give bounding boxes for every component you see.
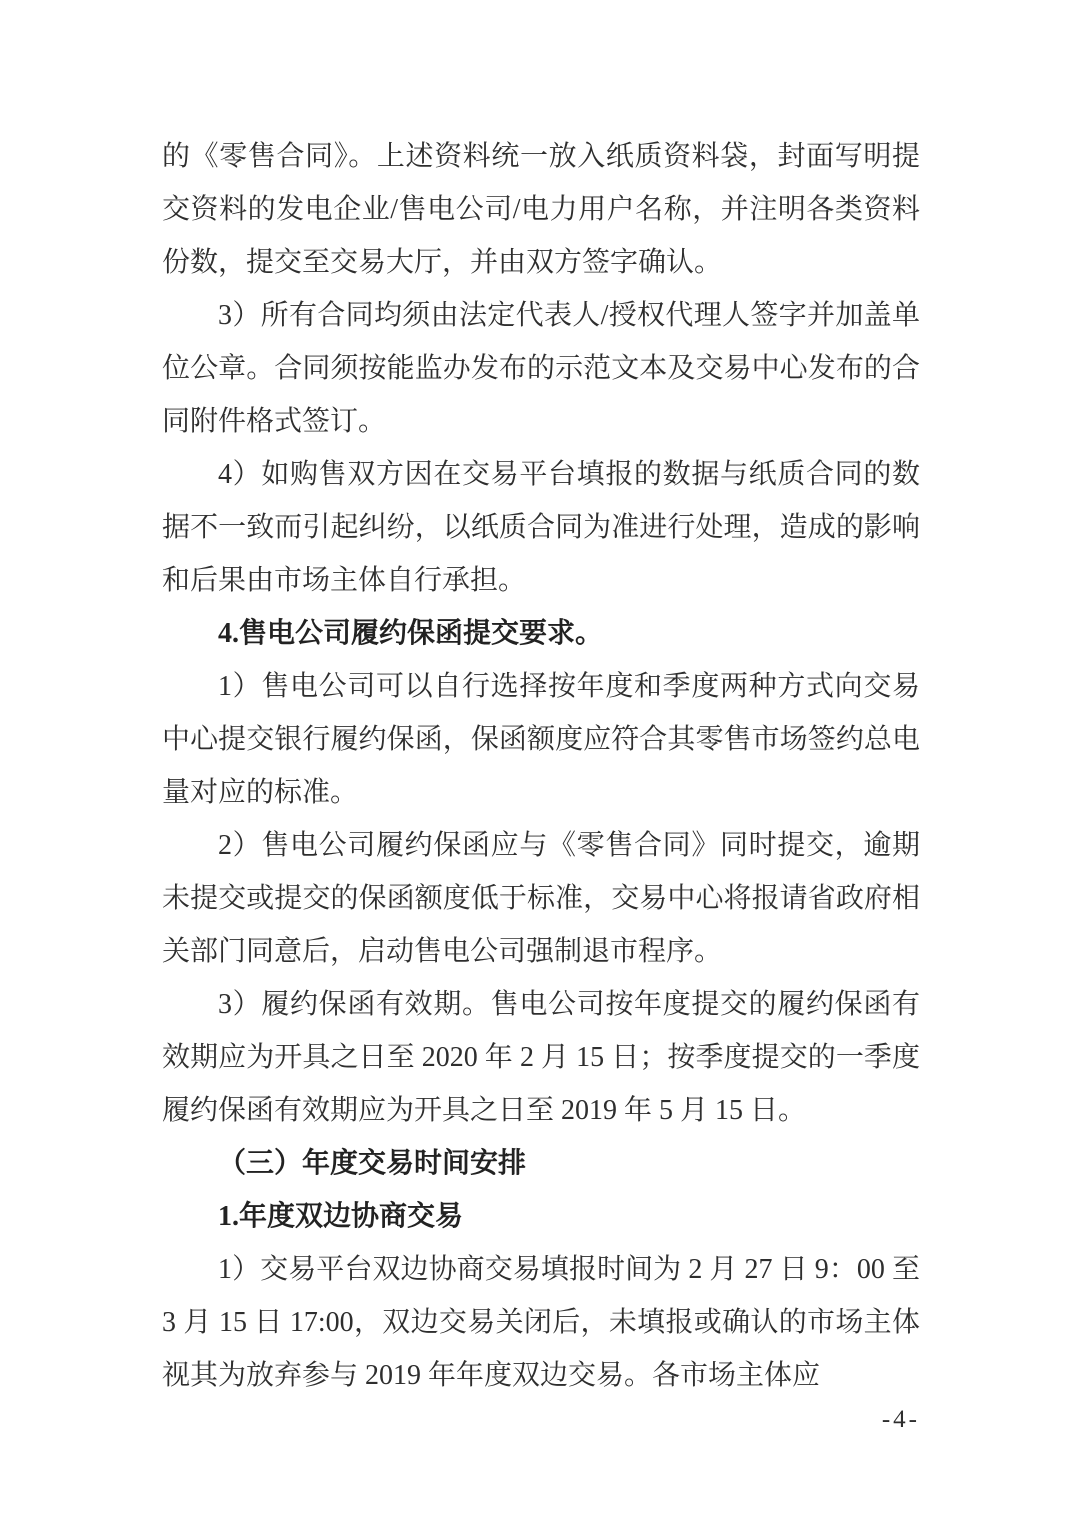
paragraph-item-1-bilateral-trading-time: 1）交易平台双边协商交易填报时间为 2 月 27 日 9：00 至 3 月 15 日 17:00，双边交易关闭后，未填报或确认的市场主体视其为放弃参与 2019 年年度双边交易。各市场主体应	[162, 1254, 920, 1391]
paragraph-item-3-guarantee-validity: 3）履约保函有效期。售电公司按年度提交的履约保函有效期应为开具之日至 2020 年 2 月 15 日；按季度提交的一季度履约保函有效期应为开具之日至 2019 年 5 月 15 日。	[162, 989, 920, 1126]
paragraph-item-1-guarantee-options: 1）售电公司可以自行选择按年度和季度两种方式向交易中心提交银行履约保函，保函额度应符合其零售市场签约总电量对应的标准。	[162, 671, 920, 808]
paragraph-item-4-data-dispute: 4）如购售双方因在交易平台填报的数据与纸质合同的数据不一致而引起纠纷，以纸质合同为准进行处理，造成的影响和后果由市场主体自行承担。	[162, 459, 920, 596]
document-body	[162, 130, 920, 1436]
paragraph-retail-contract-materials: 的《零售合同》。上述资料统一放入纸质资料袋，封面写明提交资料的发电企业/售电公司/电力用户名称，并注明各类资料份数，提交至交易大厅，并由双方签字确认。	[162, 141, 920, 278]
section-heading-guarantee-requirements: 4.售电公司履约保函提交要求。	[218, 618, 604, 649]
page-number: -4-	[881, 1406, 920, 1433]
section-heading-annual-bilateral-trading: 1.年度双边协商交易	[218, 1201, 464, 1232]
paragraph-item-3-contract-signing: 3）所有合同均须由法定代表人/授权代理人签字并加盖单位公章。合同须按能监办发布的示范文本及交易中心发布的合同附件格式签订。	[162, 300, 920, 437]
section-heading-annual-trading-schedule: （三）年度交易时间安排	[218, 1148, 527, 1179]
paragraph-item-2-guarantee-submission: 2）售电公司履约保函应与《零售合同》同时提交，逾期未提交或提交的保函额度低于标准，交易中心将报请省政府相关部门同意后，启动售电公司强制退市程序。	[162, 830, 920, 967]
